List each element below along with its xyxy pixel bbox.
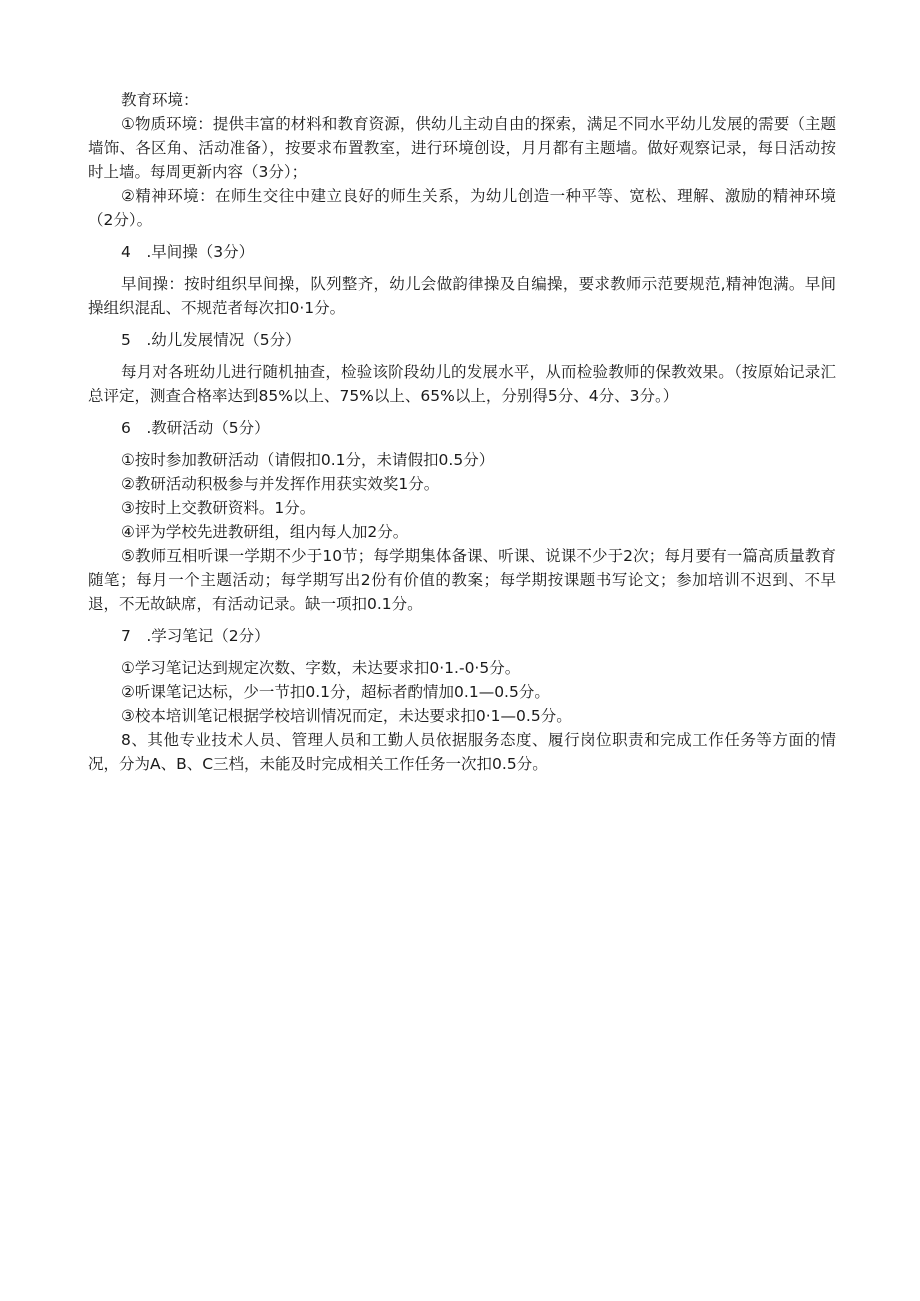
section-label-environment: 教育环境： [121,91,199,109]
document-page [88,88,836,776]
item-study-notes: ①学习笔记达到规定次数、字数，未达要求扣0·1.-0·5分。 [121,659,521,677]
heading-study-notes: 7 .学习笔记（2分） [121,627,270,645]
paragraph-physical-environment: ①物质环境：提供丰富的材料和教育资源，供幼儿主动自由的探索，满足不同水平幼儿发展的需要（主题墙饰、各区角、活动准备），按要求布置教室，进行环境创设，月月都有主题墙。做好观察记录，每日活动按时上墙。每周更新内容（3分）； [88,115,836,181]
heading-child-development: 5 .幼儿发展情况（5分） [121,331,301,349]
item-research-attendance: ①按时参加教研活动（请假扣0.1分，未请假扣0.5分） [121,451,495,469]
item-lecture-notes: ②听课笔记达标，少一节扣0.1分，超标者酌情加0.1—0.5分。 [121,683,550,701]
item-research-advanced-group: ④评为学校先进教研组，组内每人加2分。 [121,523,409,541]
paragraph-spiritual-environment: ②精神环境：在师生交往中建立良好的师生关系，为幼儿创造一种平等、宽松、理解、激励的精神环境（2分）。 [88,187,836,229]
item-research-requirements: ⑤教师互相听课一学期不少于10节；每学期集体备课、听课、说课不少于2次；每月要有一篇高质量教育随笔；每月一个主题活动；每学期写出2份有价值的教案；每学期按课题书写论文；参加培训不迟到、不早退，不无故缺席，有活动记录。缺一项扣0.1分。 [88,547,836,613]
item-training-notes: ③校本培训笔记根据学校培训情况而定，未达要求扣0·1—0.5分。 [121,707,572,725]
heading-teaching-research: 6 .教研活动（5分） [121,419,270,437]
paragraph-other-staff: 8、其他专业技术人员、管理人员和工勤人员依据服务态度、履行岗位职责和完成工作任务等方面的情况，分为A、B、C三档，未能及时完成相关工作任务一次扣0.5分。 [88,731,836,773]
paragraph-morning-exercise: 早间操：按时组织早间操，队列整齐，幼儿会做韵律操及自编操，要求教师示范要规范,精神饱满。早间操组织混乱、不规范者每次扣0·1分。 [88,275,836,317]
paragraph-child-development: 每月对各班幼儿进行随机抽查，检验该阶段幼儿的发展水平，从而检验教师的保教效果。（按原始记录汇总评定，测查合格率达到85%以上、75%以上、65%以上，分别得5分、4分、3分。） [88,363,836,405]
heading-morning-exercise: 4 .早间操（3分） [121,243,255,261]
item-research-participation: ②教研活动积极参与并发挥作用获实效奖1分。 [121,475,440,493]
item-research-materials: ③按时上交教研资料。1分。 [121,499,316,517]
